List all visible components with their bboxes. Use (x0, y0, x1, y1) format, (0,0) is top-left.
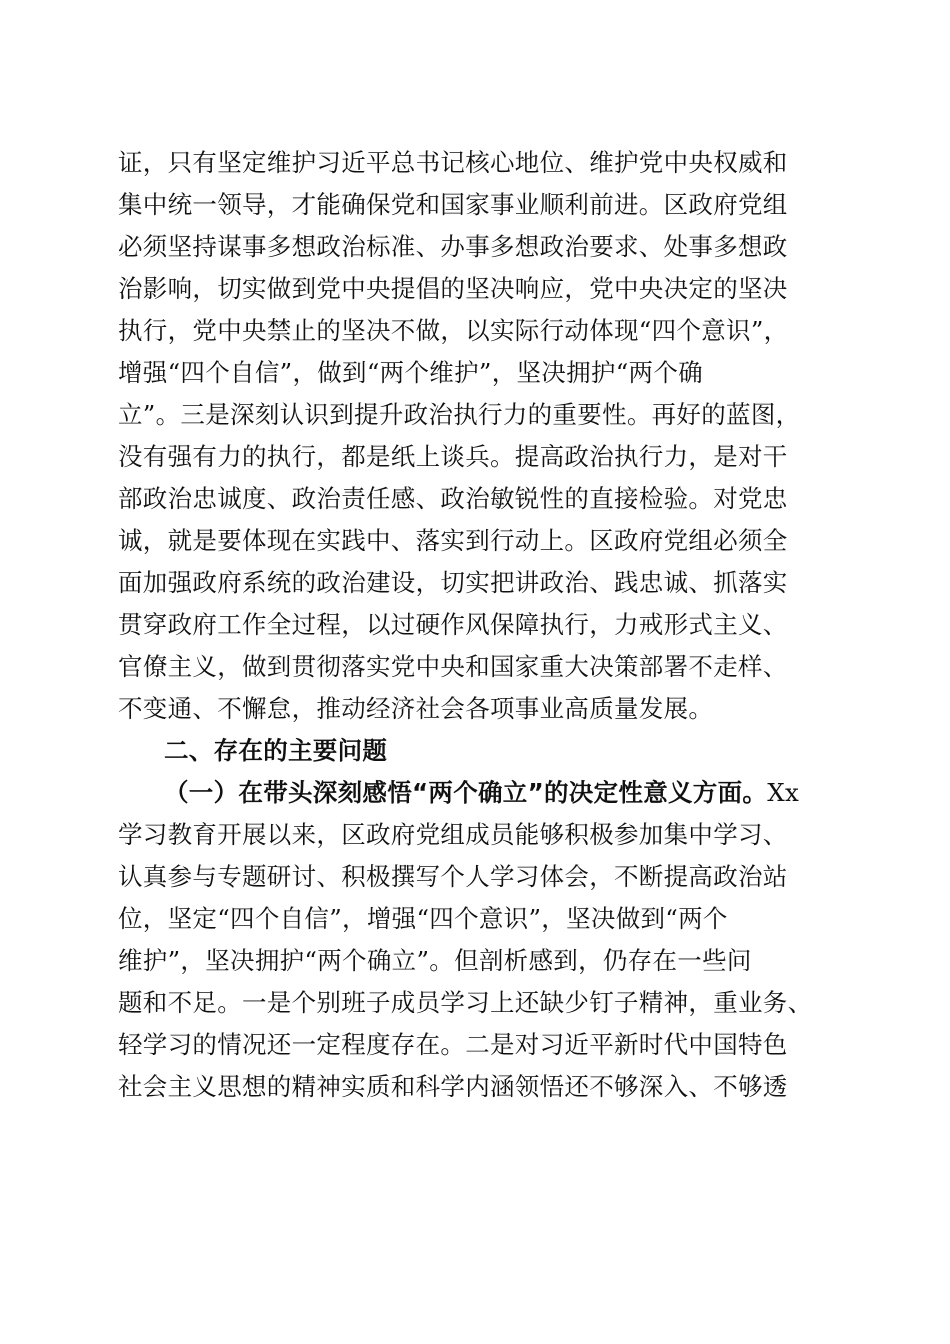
paragraph-line: 立”。三是深刻认识到提升政治执行力的重要性。再好的蓝图， (118, 400, 801, 429)
paragraph-line: 治影响，切实做到党中央提倡的坚决响应，党中央决定的坚决 (118, 274, 788, 303)
paragraph-line: 学习教育开展以来，区政府党组成员能够积极参加集中学习、 (118, 820, 788, 849)
subsection-title: （一）在带头深刻感悟“两个确立”的决定性意义方面。 (164, 778, 768, 807)
paragraph-line: 面加强政府系统的政治建设，切实把讲政治、践忠诚、抓落实 (118, 568, 788, 597)
paragraph-line: 轻学习的情况还一定程度存在。二是对习近平新时代中国特色 (118, 1030, 788, 1059)
paragraph-line: 必须坚持谋事多想政治标准、办事多想政治要求、处事多想政 (118, 232, 788, 261)
subsection-first-line-rest: Xx (767, 778, 800, 807)
paragraph-line: 贯穿政府工作全过程，以过硬作风保障执行，力戒形式主义、 (118, 610, 788, 639)
paragraph-line: 不变通、不懈怠，推动经济社会各项事业高质量发展。 (118, 694, 714, 723)
subsection-first-line (118, 772, 838, 814)
paragraph-line: 官僚主义，做到贯彻落实党中央和国家重大决策部署不走样、 (118, 652, 788, 681)
paragraph-line: 部政治忠诚度、政治责任感、政治敏锐性的直接检验。对党忠 (118, 484, 788, 513)
paragraph-line: 集中统一领导，才能确保党和国家事业顺利前进。区政府党组 (118, 190, 788, 219)
paragraph-line: 诚，就是要体现在实践中、落实到行动上。区政府党组必须全 (118, 526, 788, 555)
paragraph-line: 认真参与专题研讨、积极撰写个人学习体会，不断提高政治站 (118, 862, 788, 891)
paragraph-line: 执行，党中央禁止的坚决不做，以实际行动体现“四个意识”， (118, 316, 789, 345)
paragraph-line: 增强“四个自信”，做到“两个维护”，坚决拥护“两个确 (118, 358, 703, 387)
section-heading: 二、存在的主要问题 (164, 736, 388, 765)
paragraph-line: 社会主义思想的精神实质和科学内涵领悟还不够深入、不够透 (118, 1072, 788, 1101)
paragraph-line: 题和不足。一是个别班子成员学习上还缺少钉子精神，重业务、 (118, 988, 813, 1017)
paragraph-line: 没有强有力的执行，都是纸上谈兵。提高政治执行力，是对干 (118, 442, 788, 471)
paragraph-line: 维护”，坚决拥护“两个确立”。但剖析感到，仍存在一些问 (118, 946, 752, 975)
paragraph-line: 证，只有坚定维护习近平总书记核心地位、维护党中央权威和 (118, 148, 788, 177)
body-text (118, 142, 838, 1108)
paragraph-line: 位，坚定“四个自信”，增强“四个意识”，坚决做到“两个 (118, 904, 728, 933)
